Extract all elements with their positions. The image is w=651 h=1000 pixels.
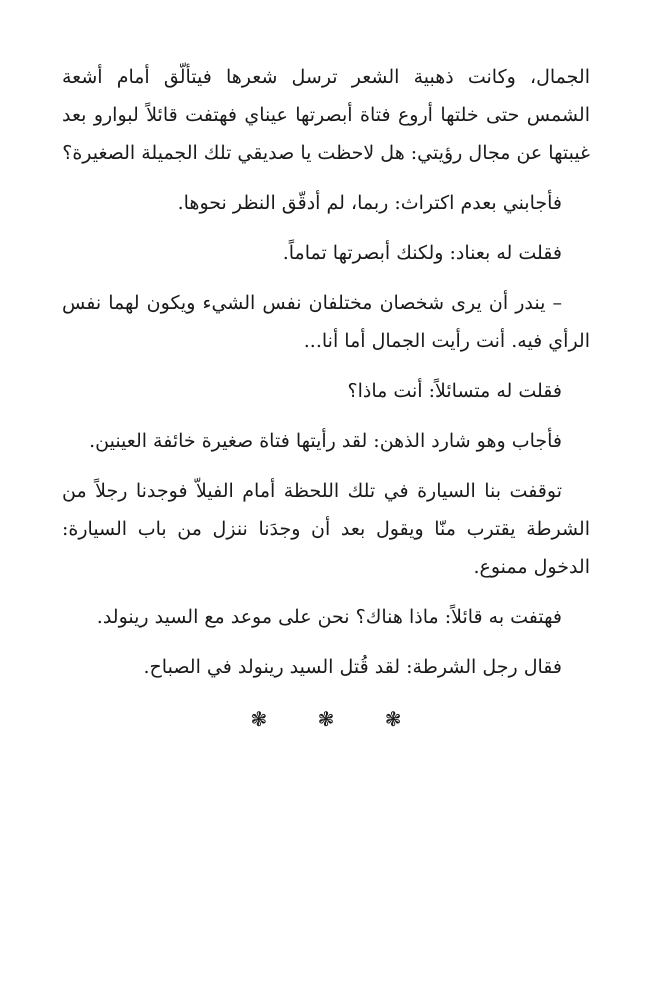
paragraph: – يندر أن يرى شخصان مختلفان نفس الشيء ويكون لهما نفس الرأي فيه. أنت رأيت الجمال أما أنا...: [62, 292, 590, 352]
paragraph: الجمال، وكانت ذهبية الشعر ترسل شعرها فيتألّق أمام أشعة الشمس حتى خلتها أروع فتاة أبصرتها عيناي فهتفت قائلاً لبوارو بعد غيبتها عن مجال رؤيتي: هل لاحظت يا صديقي تلك الجميلة الصغيرة؟: [62, 66, 590, 164]
paragraph: فقال رجل الشرطة: لقد قُتل السيد رينولد في الصباح.: [143, 656, 562, 678]
paragraph: فقلت له متسائلاً: أنت ماذا؟: [347, 380, 562, 402]
paragraph: فأجابني بعدم اكتراث: ربما، لم أدقّق النظر نحوها.: [177, 192, 562, 214]
paragraph: فهتفت به قائلاً: ماذا هناك؟ نحن على موعد مع السيد رينولد.: [96, 606, 562, 628]
paragraph: فأجاب وهو شارد الذهن: لقد رأيتها فتاة صغيرة خائفة العينين.: [89, 430, 562, 452]
paragraph: توقفت بنا السيارة في تلك اللحظة أمام الفيلاّ فوجدنا رجلاً من الشرطة يقترب منّا ويقول بعد أن وجدَنا ننزل من باب السيارة: الدخول ممنوع.: [62, 480, 590, 578]
section-separator-ornament: ❃ ❃ ❃: [250, 707, 424, 731]
book-page: [62, 58, 590, 738]
paragraph: فقلت له بعناد: ولكنك أبصرتها تماماً.: [282, 242, 562, 264]
